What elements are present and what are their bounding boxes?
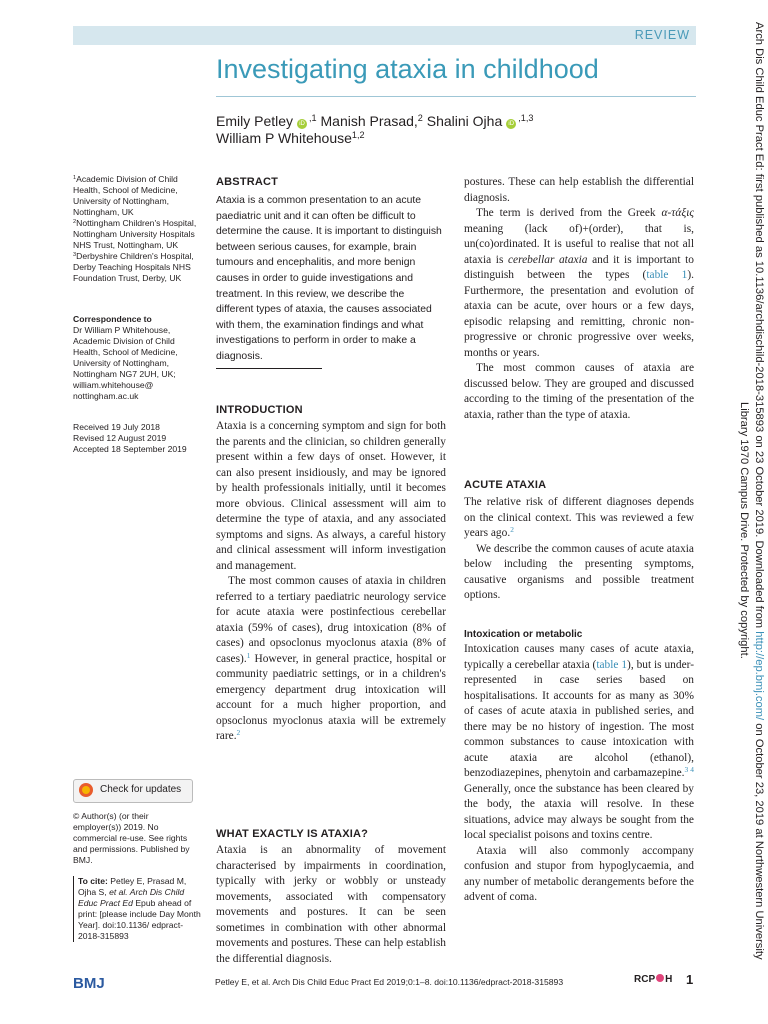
author-name: Manish Prasad, [316, 113, 418, 129]
cite-label: To cite: [78, 876, 108, 886]
cite-journal: et al. Arch Dis Child Educ Pract Ed [78, 887, 185, 908]
table-link[interactable]: table 1 [596, 658, 628, 671]
rcpch-logo-text: H [665, 974, 673, 985]
paragraph-text: ), but is under-represented in case series based on hospitalisations. It accounts for as many as 30% of cases of acute ataxia in published series, and there may be no history of ingestion. The most common substances to cause intoxication with acute ataxia are alcohol (ethanol), benzodiazepines, phenytoin and carbamazepine. [464, 658, 694, 779]
what-body-col1 [216, 843, 446, 965]
author-list [216, 113, 533, 147]
margin-note-line: Library 1970 Campus Drive. Protected by copyright. [738, 402, 751, 659]
margin-note-text: Arch Dis Child Educ Pract Ed: first published as 10.1136/archdischild-2018-315893 on 23 October 2019. Downloaded from [753, 22, 765, 632]
rcpch-logo-text: RCP [634, 974, 656, 985]
orcid-icon[interactable]: iD [297, 119, 307, 129]
author-name: Shalini Ojha [422, 113, 503, 129]
reference-link[interactable]: 2 [236, 727, 241, 737]
article-dates [73, 422, 199, 455]
reference-link[interactable]: 3 4 [684, 764, 694, 774]
check-for-updates-button[interactable] [73, 779, 193, 803]
affiliations [73, 174, 199, 284]
footer-citation: Petley E, et al. Arch Dis Child Educ Pract Ed 2019;0:1–8. doi:10.1136/edpract-2018-315893 [215, 977, 564, 987]
orcid-icon[interactable]: iD [506, 119, 516, 129]
what-heading: WHAT EXACTLY IS ATAXIA? [216, 828, 369, 840]
paragraph-text: meaning (lack of)+(order), that is, un(co)ordinated. It is useful to realise that not all ataxia is [464, 222, 694, 266]
affiliation-item [73, 218, 199, 251]
intox-subheading: Intoxication or metabolic [464, 629, 583, 640]
greek-term: α-τάξις [661, 207, 694, 219]
paragraph: Ataxia is an abnormality of movement characterised by impairments in coordination, typically with jerky or wobbly or unsteady movements, associated with compensatory movements and postures. It can be seen sometimes in combination with other abnormal movements and postures. These can help establish the differential diagnosis. [216, 844, 446, 965]
accepted-date: Accepted 18 September 2019 [73, 444, 187, 454]
affiliation-item [73, 251, 199, 284]
paragraph [464, 495, 694, 542]
paragraph-text: Generally, once the substance has been cleared by the body, the ataxia will resolve. In these situations, advice may always be sought from the local specialist poisons and toxins centre. [464, 782, 694, 841]
citation-box [73, 876, 204, 942]
affiliation-number: 3 [73, 251, 77, 258]
margin-note [730, 22, 768, 1002]
abstract-heading: ABSTRACT [216, 176, 279, 188]
paragraph-text: and it is important to distinguish between the types ( [464, 253, 694, 281]
table-link[interactable]: table 1 [646, 269, 688, 281]
author-affil-ref: ,1,3 [518, 113, 534, 123]
cite-authors: Petley E, Prasad M, Ojha S, [78, 876, 187, 897]
journal-site-link[interactable]: http://ep.bmj.com/ [753, 631, 765, 721]
margin-note-line [752, 22, 767, 1002]
paragraph-continued: postures. These can help establish the differential diagnosis. [464, 176, 694, 204]
intro-heading: INTRODUCTION [216, 404, 303, 416]
affiliation-item [73, 174, 199, 218]
affiliation-text: Derbyshire Children's Hospital, Derby Teaching Hospitals NHS Foundation Trust, Derby, UK [73, 251, 194, 283]
rcpch-logo [634, 974, 672, 985]
author-affil-ref: ,1 [309, 113, 317, 123]
section-label: REVIEW [634, 28, 690, 42]
cite-details: Epub ahead of print: [please include Day Month Year]. doi:10.1136/ edpract-2018-315893 [78, 898, 201, 941]
copyright-notice: © Author(s) (or their employer(s)) 2019. No commercial re-use. See rights and permissions. Published by BMJ. [73, 811, 190, 865]
correspondence-heading: Correspondence to [73, 314, 152, 324]
affiliation-number: 1 [73, 174, 77, 181]
acute-body [464, 495, 694, 604]
author-affil-ref: 1,2 [351, 130, 365, 140]
reference-link[interactable]: 1 [246, 650, 251, 660]
author-name: Emily Petley [216, 113, 294, 129]
correspondence [73, 314, 199, 402]
affiliation-number: 2 [73, 218, 77, 225]
paragraph: The most common causes of ataxia are discussed below. They are grouped and discussed according to the timing of the presentation of the ataxia, rather than the type of ataxia. [464, 362, 694, 421]
affiliation-text: Academic Division of Child Health, School of Medicine, University of Nottingham, Nottingham, UK [73, 174, 178, 217]
section-banner [73, 26, 696, 45]
received-date: Received 19 July 2018 [73, 422, 160, 432]
paragraph [464, 206, 694, 361]
revised-date: Revised 12 August 2019 [73, 433, 167, 443]
emphasis-term: cerebellar ataxia [508, 253, 588, 266]
author-name: William P Whitehouse [216, 130, 352, 146]
intro-body [216, 419, 446, 745]
paragraph-text: Intoxication causes many cases of acute ataxia, typically a cerebellar ataxia ( [464, 643, 694, 671]
correspondence-text: Dr William P Whitehouse, Academic Division of Child Health, School of Medicine, University of Nottingham, Nottingham NG7 2UH, UK; william.whitehouse@ nottingham.ac.uk [73, 325, 178, 401]
reference-link[interactable]: 2 [510, 524, 514, 534]
rcpch-dot-icon [656, 974, 664, 982]
bmj-logo: BMJ [73, 975, 105, 992]
paragraph [464, 642, 694, 844]
paragraph-text: The relative risk of different diagnoses depends on the clinical context. This was reviewed a few years ago. [464, 496, 694, 539]
paragraph: Ataxia will also commonly accompany confusion and stupor from hypoglycaemia, and any number of metabolic derangements before the advent of coma. [464, 844, 694, 903]
paragraph-text: However, in general practice, hospital or community paediatric settings, or in a children's emergency department drug intoxication will account for a much higher proportion, and opsoclonus myoclonus ataxia will be extremely rare. [216, 652, 446, 742]
margin-note-text: on October 23, 2019 at Northwestern University [753, 720, 765, 960]
abstract-text: Ataxia is a common presentation to an acute paediatric unit and it can often be difficult to determine the cause. It is important to distinguish between serious causes, for example, brain tumours and encephalitis, and more benign causes in order to guide investigations and treatment. In this review, we describe the different types of ataxia, the causes associated with them, the examination findings and what investigations to perform in order to make a diagnosis. [216, 195, 442, 362]
paragraph-text: The most common causes of ataxia in children referred to a tertiary paediatric neurology service for acute ataxia were postinfectious cerebellar ataxia (59% of cases), drug intoxication (8% of cases) and opsoclonus myoclonus ataxia (8% of cases). [216, 575, 446, 665]
page-number: 1 [686, 972, 694, 987]
affiliation-text: Nottingham Children's Hospital, Nottingham University Hospitals NHS Trust, Nottingham, UK [73, 218, 197, 250]
title-divider [216, 96, 696, 97]
paragraph: Ataxia is a concerning symptom and sign for both the parents and the clinician, so children generally present within a few days of onset. However, it can also present insidiously, and may be ignored by health professionals initially, until it becomes more obvious. Clinical assessment will aim to determine the type of ataxia, and any associated symptoms and signs. As always, a careful history and clinical assessment will inform investigation and management. [216, 420, 446, 572]
paragraph-text: ). Furthermore, the presentation and evolution of ataxia can be acute, over hours or a few days, episodic relapsing and remitting, chronic non-progressive or chronic progressive over weeks, months or years. [464, 269, 694, 359]
paragraph: We describe the common causes of acute ataxia below including the presenting symptoms, causative organisms and possible treatment options. [464, 542, 694, 601]
article-title: Investigating ataxia in childhood [216, 54, 599, 84]
author-affil-ref: 2 [417, 113, 423, 123]
paragraph-text: The term is derived from the Greek [476, 207, 662, 219]
abstract-divider [216, 368, 322, 369]
crossmark-icon [79, 783, 93, 797]
intox-body [464, 642, 694, 906]
check-updates-label: Check for updates [100, 784, 182, 795]
paragraph [216, 574, 446, 745]
acute-heading: ACUTE ATAXIA [464, 479, 547, 491]
what-body-col2 [464, 175, 694, 423]
